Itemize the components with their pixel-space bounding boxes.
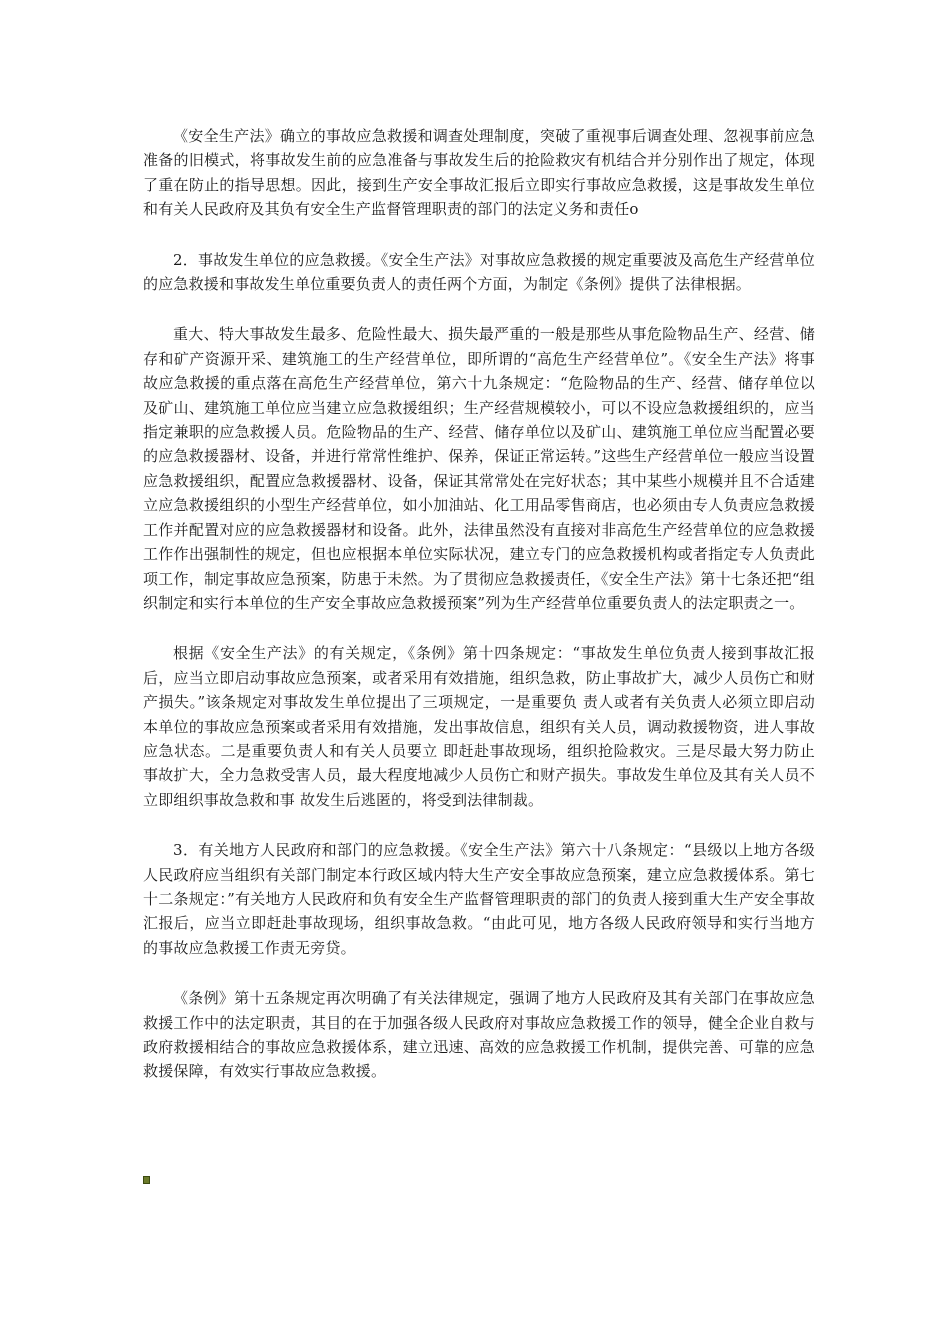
- paragraph-2: 2．事故发生单位的应急救援。《安全生产法》对事故应急救援的规定重要波及高危生产经营单位的应急救援和事故发生单位重要负责人的责任两个方面，为制定《条例》提供了法律根据。: [143, 250, 815, 294]
- paragraph-6: 《条例》第十五条规定再次明确了有关法律规定，强调了地方人民政府及其有关部门在事故应急救援工作中的法定职责，其目的在于加强各级人民政府对事故应急救援工作的领导，健全企业自救与政府救援相结合的事故应急救援体系，建立迅速、高效的应急救援工作机制，提供完善、可靠的应急救援保障，有效实行事故应急救援。: [143, 989, 815, 1081]
- paragraph-1: 《安全生产法》确立的事故应急救援和调查处理制度，突破了重视事后调查处理、忽视事前应急准备的旧模式，将事故发生前的应急准备与事故发生后的抢险救灾有机结合并分别作出了规定，体现了重在防止的指导思想。因此，接到生产安全事故汇报后立即实行事故应急救援，这是事故发生单位和有关人民政府及其负有安全生产监督管理职责的部门的法定义务和责任o: [143, 127, 815, 219]
- document-body: [143, 124, 815, 1110]
- paragraph-5: 3．有关地方人民政府和部门的应急救援。《安全生产法》第六十八条规定：“县级以上地方各级人民政府应当组织有关部门制定本行政区域内特大生产安全事故应急预案，建立应急救援体系。第七十二条规定：”有关地方人民政府和负有安全生产监督管理职责的部门的负责人接到重大生产安全事故汇报后，应当立即赶赴事故现场，组织事故急救。“由此可见，地方各级人民政府领导和实行当地方的事故应急救援工作责无旁贷。: [143, 841, 815, 957]
- paragraph-3: 重大、特大事故发生最多、危险性最大、损失最严重的一般是那些从事危险物品生产、经营、储存和矿产资源开采、建筑施工的生产经营单位，即所谓的“高危生产经营单位”。《安全生产法》将事故应急救援的重点落在高危生产经营单位，第六十九条规定：“危险物品的生产、经营、储存单位以及矿山、建筑施工单位应当建立应急救援组织；生产经营规模较小，可以不设应急救援组织的，应当指定兼职的应急救援人员。危险物品的生产、经营、储存单位以及矿山、建筑施工单位应当配置必要的应急救援器材、设备，并进行常常性维护、保养，保证正常运转。”这些生产经营单位一般应当设置应急救援组织，配置应急救援器材、设备，保证其常常处在完好状态；其中某些小规模并且不合适建立应急救援组织的小型生产经营单位，如小加油站、化工用品零售商店，也必须由专人负责应急救援工作并配置对应的应急救援器材和设备。此外，法律虽然没有直接对非高危生产经营单位的应急救援工作作出强制性的规定，但也应根据本单位实际状况，建立专门的应急救援机构或者指定专人负责此项工作，制定事故应急预案，防患于未然。为了贯彻应急救援责任，《安全生产法》第十七条还把“组织制定和实行本单位的生产安全事故应急救援预案”列为生产经营单位重要负责人的法定职责之一。: [143, 325, 815, 612]
- paragraph-4: 根据《安全生产法》的有关规定，《条例》第十四条规定：“事故发生单位负责人接到事故汇报后，应当立即启动事故应急预案，或者采用有效措施，组织急救，防止事故扩大，减少人员伤亡和财产损失。”该条规定对事故发生单位提出了三项规定，一是重要负 责人或者有关负责人必须立即启动本单位的事故应急预案或者采用有效措施，发出事故信息，组织有关人员，调动救援物资，进人事故应急状态。二是重要负责人和有关人员要立 即赶赴事故现场，组织抢险救灾。三是尽最大努力防止事故扩大，全力急救受害人员，最大程度地减少人员伤亡和财产损失。事故发生单位及其有关人员不立即组织事故急救和事 故发生后逃匿的，将受到法律制裁。: [143, 644, 815, 809]
- small-marker-icon: [143, 1176, 150, 1184]
